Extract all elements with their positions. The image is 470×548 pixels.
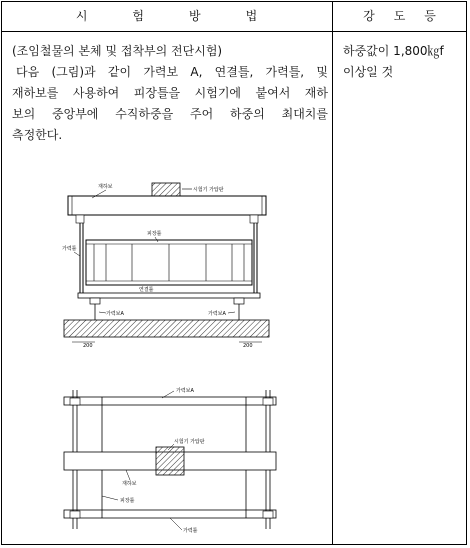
- spec-table: [1, 1, 467, 545]
- header-method-char: 법: [245, 9, 259, 23]
- label-loading-frame: 가력틀: [62, 246, 77, 252]
- test-jig-block: [152, 183, 180, 196]
- header-strength-char: 등: [424, 9, 437, 23]
- label-plan-loading-beam: 재하보: [122, 481, 137, 487]
- label-plan-beam-a: 가력보A: [176, 388, 194, 394]
- header-method-char: 시: [75, 9, 89, 23]
- strength-line: 하중값이 1,800㎏f: [343, 44, 444, 58]
- plan-loading-frame-bottom: [64, 510, 276, 518]
- base-plate: [64, 320, 269, 337]
- label-beam-a-right: 가력보A: [208, 311, 226, 317]
- plan-beam-a-top: [64, 397, 276, 405]
- connecting-frame: [78, 293, 260, 298]
- label-plan-loading-frame: 가력틀: [183, 528, 198, 534]
- header-strength-char: 강: [363, 9, 376, 23]
- dim-left: 200: [83, 343, 93, 349]
- label-loading-beam: 재하보: [98, 184, 113, 190]
- plan-test-jig: [156, 447, 184, 475]
- method-line: 측정한다.: [12, 128, 63, 142]
- label-connecting-frame: 연결틀: [139, 287, 154, 293]
- header-method-char: 험: [132, 9, 145, 23]
- strength-line: 이상일 것: [343, 65, 394, 79]
- header-strength-char: 도: [393, 9, 407, 23]
- header-method-char: 방: [189, 9, 202, 23]
- label-beam-a-left: 가력보A: [106, 311, 124, 317]
- elevation-drawing: [2, 2, 468, 546]
- label-form-frame: 피장틀: [147, 231, 162, 237]
- dim-right: 200: [243, 343, 253, 349]
- method-line: 다음 (그림)과 같이 가력보 A, 연결틀, 가력틀, 및: [16, 65, 328, 79]
- method-title: (조임철물의 본체 및 접착부의 전단시험): [12, 44, 223, 58]
- label-test-jig: 시험기 가압판: [193, 187, 224, 193]
- label-plan-form-frame: 피장틀: [120, 498, 135, 504]
- method-line: 재하보를 사용하여 피장틀을 시험기에 붙여서 재하: [12, 86, 328, 100]
- label-plan-test-jig: 시험기 가압판: [174, 439, 205, 445]
- loading-beam: [68, 196, 266, 215]
- method-line: 보의 중앙부에 수직하중을 주어 하중의 최대치를: [12, 107, 328, 121]
